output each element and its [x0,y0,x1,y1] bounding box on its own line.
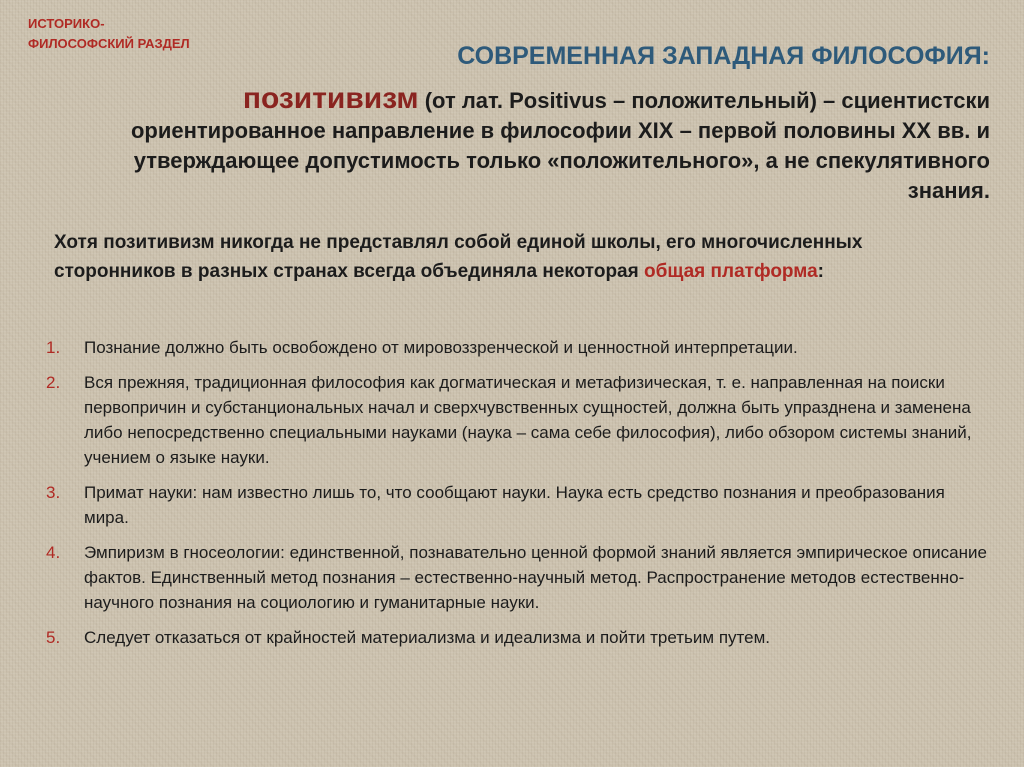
principle-item [40,540,990,615]
principle-number: 1. [46,338,61,357]
principle-number: 4. [46,543,61,562]
principle-item [40,480,990,530]
principle-item [40,335,990,360]
intro-highlight: общая платформа [643,261,818,282]
section-label: ИСТОРИКО- ФИЛОСОФСКИЙ РАЗДЕЛ [28,16,190,51]
definition-text: (от лат. Positivus – положительный) – сциентистски ориентированное направление в философии XIX – первой половины XX вв. и утверждающее допустимость только «положительного», а не спекулятивного знания. [130,88,990,203]
definition-term: позитивизм [242,82,419,115]
principles-list [40,335,990,660]
definition-paragraph [60,84,990,206]
principle-number: 2. [46,373,61,392]
principle-item [40,625,990,650]
intro-paragraph [54,228,954,286]
principle-number: 3. [46,483,61,502]
principle-text: Эмпиризм в гносеологии: единственной, познавательно ценной формой знаний является эмпирическое описание фактов. Единственный метод познания – естественно-научный метод. Распространение методов естественно-научного познания на социологию и гуманитарные науки. [84,543,987,612]
intro-suffix: : [817,261,824,282]
slide-title: СОВРЕМЕННАЯ ЗАПАДНАЯ ФИЛОСОФИЯ: [457,42,990,70]
principle-item [40,370,990,470]
principle-text: Следует отказаться от крайностей материализма и идеализма и пойти третьим путем. [84,628,770,647]
intro-text: Хотя позитивизм никогда не представлял собой единой школы, его многочисленных сторонников в разных странах всегда объединяла некоторая [54,232,863,282]
principle-text: Вся прежняя, традиционная философия как догматическая и метафизическая, т. е. направленная на поиски первопричин и субстанциональных начал и сверхчувственных сущностей, должна быть упразднена и заменена либо непосредственно специальными науками (наука – сама себе философия), либо обзором системы знаний, учением о языке науки. [84,373,972,467]
principle-text: Познание должно быть освобождено от мировоззренческой и ценностной интерпретации. [84,338,798,357]
principle-text: Примат науки: нам известно лишь то, что сообщают науки. Наука есть средство познания и преобразования мира. [84,483,945,527]
principle-number: 5. [46,628,61,647]
